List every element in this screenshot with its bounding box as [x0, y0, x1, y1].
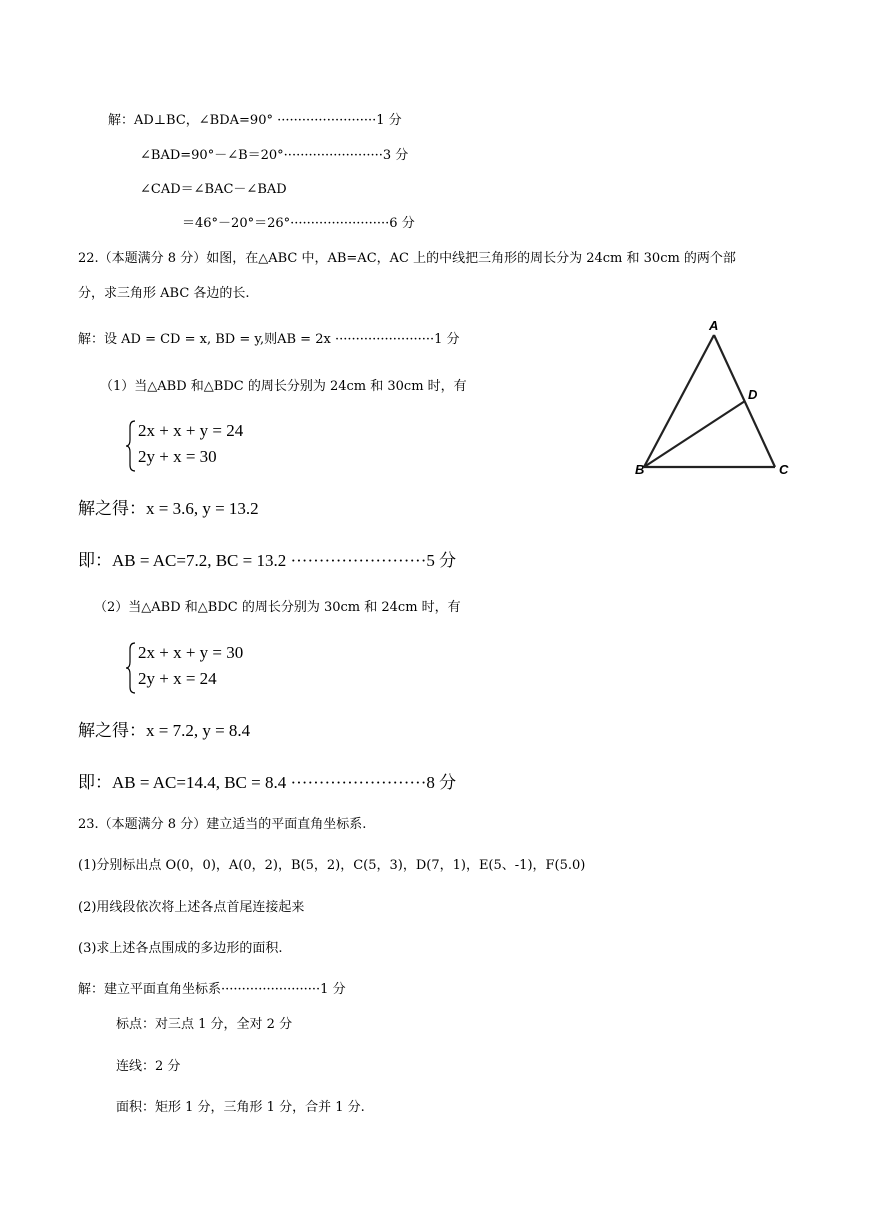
q22-case-2-heading: （2）当△ABD 和△BDC 的周长分别为 30cm 和 24cm 时，有 [94, 600, 461, 615]
q22-stem-line-1: 22.（本题满分 8 分）如图，在△ABC 中，AB=AC，AC 上的中线把三角形的周长分为 24cm 和 30cm 的两个部 [78, 251, 736, 266]
triangle-abc-figure [632, 315, 802, 480]
median-bd [644, 401, 745, 467]
q22-case-1-result: 解之得：x = 3.6, y = 13.2 [78, 499, 259, 518]
q22-case-1-equation-system [124, 418, 284, 474]
q23-score-area: 面积：矩形 1 分，三角形 1 分，合并 1 分. [116, 1100, 365, 1115]
q22-case-2-equation-system [124, 640, 284, 696]
side-ab [644, 335, 714, 467]
q21-solution-line-3: ∠CAD＝∠BAC－∠BAD [140, 182, 287, 197]
q21-solution-line-2: ∠BAD=90°－∠B＝20°························3 分 [140, 148, 409, 163]
label-b: B [635, 462, 645, 477]
q22-case-1-heading: （1）当△ABD 和△BDC 的周长分别为 24cm 和 30cm 时，有 [100, 379, 467, 394]
q22-case-2-equation-1: 2x + x + y = 30 [138, 643, 244, 662]
label-d: D [748, 387, 758, 402]
q23-part-3: (3)求上述各点围成的多边形的面积. [78, 941, 283, 956]
q23-part-1: (1)分别标出点 O(0，0)，A(0，2)，B(5，2)，C(5，3)，D(7，1)，E(5、-1)，F(5.0) [78, 858, 586, 873]
q22-stem-line-2: 分，求三角形 ABC 各边的长. [78, 286, 250, 301]
q21-solution-line-1: 解：AD⊥BC，∠BDA=90° ························1 分 [108, 113, 402, 128]
q22-case-2-result: 解之得：x = 7.2, y = 8.4 [78, 721, 251, 740]
label-a: A [709, 318, 719, 333]
q23-part-2: (2)用线段依次将上述各点首尾连接起来 [78, 900, 305, 915]
q23-stem: 23.（本题满分 8 分）建立适当的平面直角坐标系. [78, 817, 367, 832]
q21-solution-line-4: ＝46°－20°＝26°························6 分 [182, 216, 415, 231]
q22-case-2-equation-2: 2y + x = 24 [138, 669, 217, 688]
q23-score-lines: 连线：2 分 [116, 1059, 181, 1074]
q22-case-2-answer: 即：AB = AC=14.4, BC = 8.4 ························8 分 [78, 773, 457, 792]
label-c: C [779, 462, 789, 477]
left-brace-icon [124, 418, 138, 474]
left-brace-icon [124, 640, 138, 696]
q23-score-points: 标点：对三点 1 分，全对 2 分 [116, 1017, 293, 1032]
q23-solution-setup: 解：建立平面直角坐标系························1 分 [78, 982, 346, 997]
q22-case-1-equation-2: 2y + x = 30 [138, 447, 217, 466]
q22-case-1-answer: 即：AB = AC=7.2, BC = 13.2 ························5 分 [78, 551, 457, 570]
q22-case-1-equation-1: 2x + x + y = 24 [138, 421, 244, 440]
q22-solution-setup: 解：设 AD = CD = x, BD = y,则AB = 2x ························1 分 [78, 332, 460, 347]
